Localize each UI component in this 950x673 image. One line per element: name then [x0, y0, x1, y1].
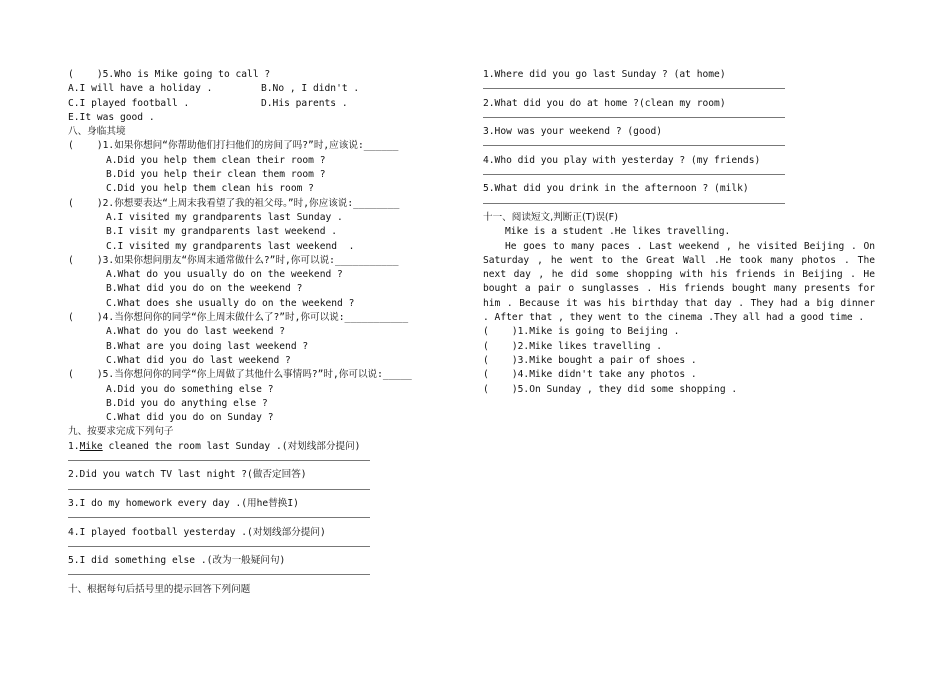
tf-question-1: ( )1.Mike is going to Beijing . [483, 326, 680, 338]
answer-line[interactable] [483, 139, 875, 153]
sec10-question-1: 1.Where did you go last Sunday ? (at home) [483, 69, 726, 80]
passage-paragraph-1: Mike is a student .He likes travelling. [505, 226, 731, 238]
left-column [68, 68, 464, 597]
sec10-question-5: 5.What did you drink in the afternoon ? (milk) [483, 183, 749, 195]
sec10-question-4: 4.Who did you play with yesterday ? (my friends) [483, 154, 761, 166]
sec9-q1-number: 1. [68, 440, 80, 452]
sec9-question-4: 4.I played football yesterday .(对划线部分提问) [68, 526, 326, 538]
sec8-q4-option-b: B.What are you doing last weekend ? [106, 340, 309, 352]
answer-line[interactable] [483, 168, 875, 182]
options-row-2 [68, 97, 464, 111]
sec8-q5-option-b: B.Did you do anything else ? [106, 397, 268, 409]
sec8-q3-option-c: C.What does she usually do on the weekend ? [106, 297, 355, 309]
sec8-question-1: ( )1.如果你想问“你帮助他们打扫他们的房间了吗?”时,应该说:______ [68, 140, 399, 152]
sec8-question-3: ( )3.如果你想问朋友“你周末通常做什么?”时,你可以说:___________ [68, 254, 399, 266]
sec8-q2-option-c: C.I visited my grandparents last weekend . [106, 240, 355, 252]
sec8-q1-option-a: A.Did you help them clean their room ? [106, 154, 326, 166]
answer-line[interactable] [483, 82, 875, 96]
answer-line[interactable] [483, 197, 875, 211]
sec8-question-5: ( )5.当你想问你的同学“你上周做了其他什么事情吗?”时,你可以说:_____ [68, 369, 412, 381]
question-5: ( )5.Who is Mike going to call ? [68, 69, 271, 80]
sec8-q2-option-a: A.I visited my grandparents last Sunday . [106, 211, 343, 223]
section-9-title: 九、按要求完成下列句子 [68, 426, 174, 438]
option-d: D.His parents . [261, 97, 348, 109]
sec8-q5-option-c: C.What did you do on Sunday ? [106, 412, 274, 424]
option-b: B.No , I didn't . [261, 83, 360, 95]
options-row-1 [68, 82, 464, 96]
sec8-question-2: ( )2.你想要表达“上周末我看望了我的祖父母。”时,你应该说:________ [68, 197, 400, 209]
section-10-title: 十、根据每句后括号里的提示回答下列问题 [68, 583, 251, 595]
section-11-title: 十一、阅读短文,判断正(T)误(F) [483, 211, 618, 223]
sec9-question-1 [68, 440, 464, 454]
sec8-q3-option-b: B.What did you do on the weekend ? [106, 283, 303, 295]
option-a: A.I will have a holiday . [68, 83, 213, 95]
sec9-question-2: 2.Did you watch TV last night ?(做否定回答) [68, 469, 307, 481]
answer-line[interactable] [68, 568, 464, 582]
answer-line[interactable] [68, 511, 464, 525]
answer-line[interactable] [483, 111, 875, 125]
sec9-question-5: 5.I did something else .(改为一般疑问句) [68, 555, 286, 567]
option-c: C.I played football . [68, 97, 190, 109]
sec9-question-3: 3.I do my homework every day .(用he替换I) [68, 497, 299, 509]
sec8-question-4: ( )4.当你想问你的同学“你上周末做什么了?”时,你可以说:___________ [68, 312, 409, 324]
sec8-q1-option-b: B.Did you help their clean them room ? [106, 169, 326, 181]
sec9-q1-rest: cleaned the room last Sunday .(对划线部分提问) [102, 440, 361, 452]
sec8-q4-option-c: C.What did you do last weekend ? [106, 354, 291, 366]
tf-question-4: ( )4.Mike didn't take any photos . [483, 369, 697, 381]
answer-line[interactable] [68, 483, 464, 497]
sec8-q5-option-a: A.Did you do something else ? [106, 383, 274, 395]
underlined-word: Mike [79, 440, 103, 452]
tf-question-2: ( )2.Mike likes travelling . [483, 340, 663, 352]
reading-passage [483, 225, 875, 325]
section-8-title: 八、身临其境 [68, 126, 126, 138]
passage-paragraph-2: He goes to many paces . Last weekend , he visited Beijing . On Saturday , he went to the Great Wall .He took many photos . The next day , he did some shopping with his friends in Beijing . He bought a pair o sunglasses . His friends bought many presents for him . Because it was his birthday that day . They had a big dinner . After that , they went to the cinema .They all had a good time . [483, 240, 875, 324]
sec8-q4-option-a: A.What do you do last weekend ? [106, 326, 286, 338]
answer-line[interactable] [68, 454, 464, 468]
sec8-q1-option-c: C.Did you help them clean his room ? [106, 183, 314, 195]
sec8-q3-option-a: A.What do you usually do on the weekend ? [106, 269, 343, 281]
option-e: E.It was good . [68, 111, 155, 123]
right-column [483, 68, 875, 397]
sec10-question-2: 2.What did you do at home ?(clean my room) [483, 97, 726, 109]
tf-question-3: ( )3.Mike bought a pair of shoes . [483, 354, 697, 366]
sec8-q2-option-b: B.I visit my grandparents last weekend . [106, 226, 338, 238]
answer-line[interactable] [68, 540, 464, 554]
tf-question-5: ( )5.On Sunday , they did some shopping . [483, 383, 738, 395]
sec10-question-3: 3.How was your weekend ? (good) [483, 126, 663, 138]
